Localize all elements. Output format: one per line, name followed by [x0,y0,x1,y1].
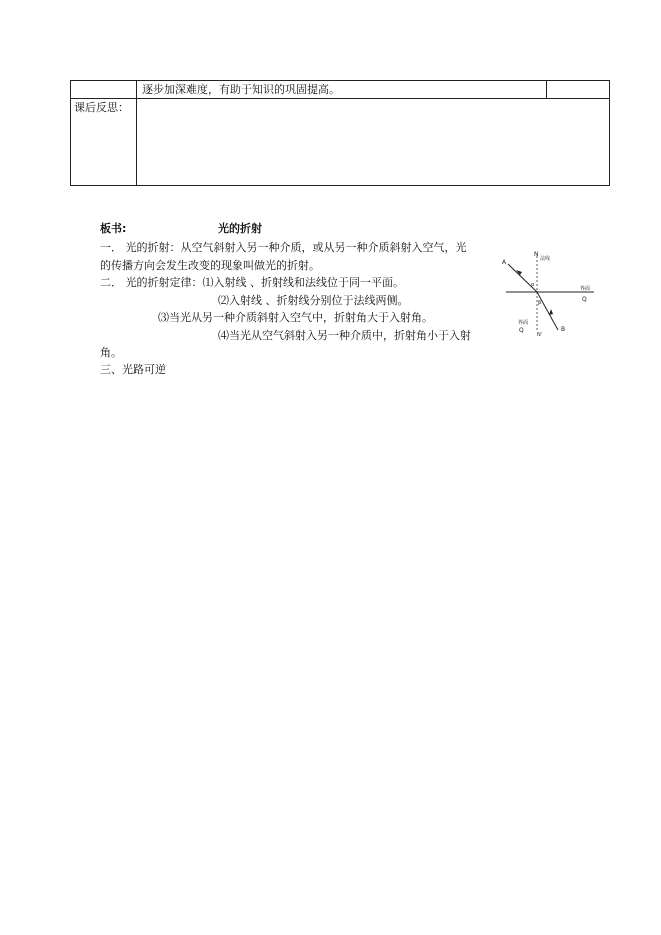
table-row2-label: 课后反思： [74,101,129,114]
refraction-diagram [498,248,608,340]
board-item2-rule2: ⑵入射线 、折射线分别位于法线两侧。 [218,294,409,307]
label-interface-left: 界面 [518,320,529,326]
label-N-prime: N' [537,332,543,338]
table-border-top [70,80,610,81]
label-angle-b: β [538,300,542,306]
label-B: B [561,326,566,333]
label-normal: 法线 [540,256,551,262]
board-heading-label: 板书: [100,222,127,235]
board-item2-rule4-line1: ⑷当光从空气斜射入另一种介质中，折射角小于入射 [218,329,471,342]
table-border-left [70,80,71,186]
board-item2-rule4-line2: 角。 [100,346,122,359]
table-col-divider [136,80,137,186]
board-item2-rule3: ⑶当光从另一种介质斜射入空气中，折射角大于入射角。 [158,311,433,324]
label-Q-right: Q [582,296,587,303]
label-A: A [502,259,507,266]
label-angle-a: α [531,282,535,288]
refracted-ray [537,292,558,330]
refracted-arrow-icon [549,309,553,315]
board-item2-lead: 二． 光的折射定律：⑴入射线 、折射线和法线位于同一平面。 [100,276,404,289]
table-col-divider-right [546,80,547,99]
board-item1-line1: 一． 光的折射：从空气斜射入另一种介质，或从另一种介质斜射入空气，光 [100,241,467,254]
board-item3: 三、光路可逆 [100,363,166,376]
label-N: N [534,251,539,258]
board-item1-line2: 的传播方向会发生改变的现象叫做光的折射。 [100,259,320,272]
table-border-right [609,80,610,186]
label-interface-right: 界面 [580,286,591,292]
table-row1-text: 逐步加深难度，有助于知识的巩固提高。 [142,83,340,96]
board-heading-title: 光的折射 [218,222,262,235]
table-border-mid [70,98,610,99]
label-Q-left: Q [519,327,524,334]
table-border-bottom [70,185,610,186]
